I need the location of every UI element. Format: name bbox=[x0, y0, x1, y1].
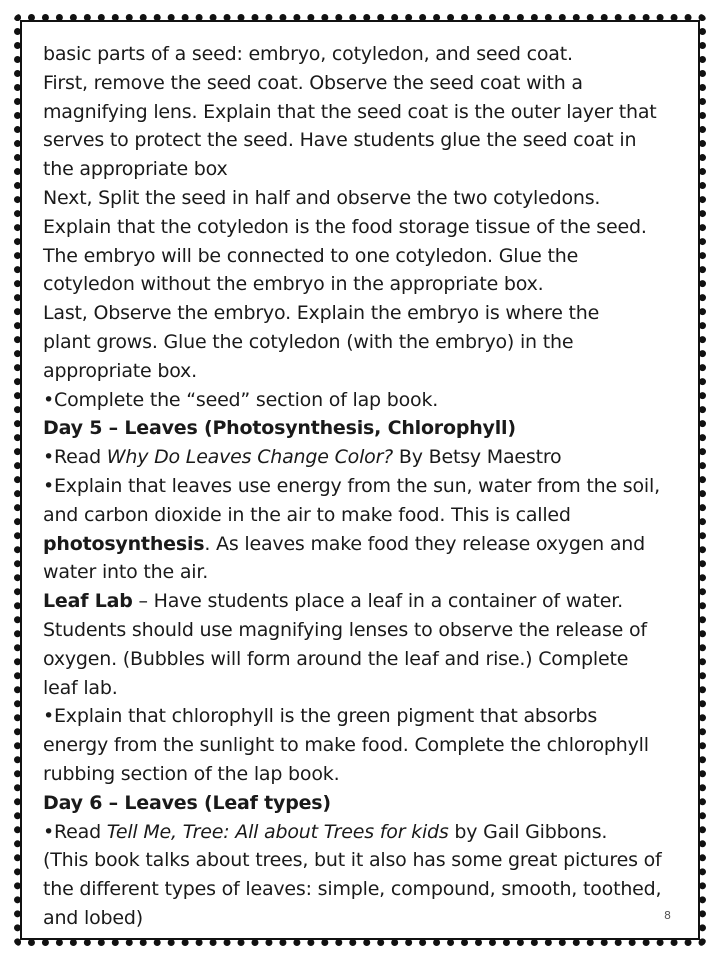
text-segment: appropriate box. bbox=[43, 359, 197, 382]
text-line bbox=[43, 904, 683, 933]
text-line bbox=[43, 328, 683, 357]
text-segment: by Gail Gibbons. bbox=[448, 820, 608, 843]
text-segment: •Read bbox=[43, 446, 107, 469]
text-line bbox=[43, 530, 683, 559]
text-segment: basic parts of a seed: embryo, cotyledon, and seed coat. bbox=[43, 43, 573, 65]
text-line bbox=[43, 126, 683, 155]
book-title: Tell Me, Tree: All about Trees for kids bbox=[106, 820, 449, 843]
text-segment: rubbing section of the lap book. bbox=[43, 762, 340, 785]
text-segment: •Complete the “seed” section of lap book. bbox=[43, 388, 439, 411]
text-segment: magnifying lens. Explain that the seed coat is the outer layer that bbox=[43, 100, 657, 123]
text-line bbox=[43, 789, 683, 818]
text-segment: leaf lab. bbox=[43, 676, 118, 699]
text-line bbox=[43, 184, 683, 213]
text-line bbox=[43, 616, 683, 645]
text-segment: and lobed) bbox=[43, 906, 143, 929]
text-segment: •Explain that leaves use energy from the sun, water from the soil, bbox=[43, 474, 660, 497]
text-line bbox=[43, 558, 683, 587]
text-segment: and carbon dioxide in the air to make food. This is called bbox=[43, 503, 571, 526]
text-segment: the appropriate box bbox=[43, 158, 228, 181]
text-segment: – Have students place a leaf in a container of water. bbox=[132, 590, 623, 613]
text-segment: the different types of leaves: simple, compound, smooth, toothed, bbox=[43, 878, 662, 901]
text-line bbox=[43, 702, 683, 731]
text-segment: oxygen. (Bubbles will form around the leaf and rise.) Complete bbox=[43, 647, 629, 670]
book-title: Why Do Leaves Change Color? bbox=[106, 446, 394, 469]
text-line bbox=[43, 357, 683, 386]
page-number: 8 bbox=[664, 909, 671, 922]
text-segment: . As leaves make food they release oxygen and bbox=[204, 532, 646, 555]
text-line bbox=[43, 299, 683, 328]
text-line bbox=[43, 242, 683, 271]
text-line bbox=[43, 386, 683, 415]
text-line bbox=[43, 98, 683, 127]
text-line bbox=[43, 645, 683, 674]
bold-text: Leaf Lab bbox=[43, 590, 133, 613]
text-segment: (This book talks about trees, but it also has some great pictures of bbox=[43, 849, 662, 872]
text-line bbox=[43, 760, 683, 789]
text-segment: •Read bbox=[43, 820, 107, 843]
text-line bbox=[43, 846, 683, 875]
text-segment: Next, Split the seed in half and observe the two cotyledons. bbox=[43, 186, 601, 209]
text-line bbox=[43, 155, 683, 184]
text-line bbox=[43, 674, 683, 703]
text-line bbox=[43, 443, 683, 472]
text-line bbox=[43, 875, 683, 904]
text-line bbox=[43, 472, 683, 501]
text-line bbox=[43, 501, 683, 530]
text-line bbox=[43, 818, 683, 847]
text-line bbox=[43, 40, 683, 69]
text-segment: serves to protect the seed. Have students glue the seed coat in bbox=[43, 129, 637, 152]
text-segment: Students should use magnifying lenses to observe the release of bbox=[43, 618, 647, 641]
text-line bbox=[43, 414, 683, 443]
text-line bbox=[43, 69, 683, 98]
text-segment: water into the air. bbox=[43, 561, 209, 584]
text-segment: Explain that the cotyledon is the food storage tissue of the seed. bbox=[43, 215, 647, 238]
text-segment: Last, Observe the embryo. Explain the embryo is where the bbox=[43, 302, 600, 325]
bold-text: Day 5 – Leaves (Photosynthesis, Chlorophyll) bbox=[43, 417, 516, 440]
text-segment: First, remove the seed coat. Observe the seed coat with a bbox=[43, 71, 583, 94]
text-segment: cotyledon without the embryo in the appropriate box. bbox=[43, 273, 544, 296]
text-segment: By Betsy Maestro bbox=[393, 446, 562, 469]
text-line bbox=[43, 587, 683, 616]
bold-text: photosynthesis bbox=[43, 532, 205, 555]
lesson-text bbox=[43, 40, 683, 933]
text-line bbox=[43, 270, 683, 299]
text-segment: plant grows. Glue the cotyledon (with the embryo) in the bbox=[43, 330, 574, 353]
text-segment: energy from the sunlight to make food. Complete the chlorophyll bbox=[43, 734, 649, 757]
text-line bbox=[43, 731, 683, 760]
text-line bbox=[43, 213, 683, 242]
bold-text: Day 6 – Leaves (Leaf types) bbox=[43, 791, 331, 814]
text-segment: •Explain that chlorophyll is the green pigment that absorbs bbox=[43, 705, 598, 728]
text-segment: The embryo will be connected to one cotyledon. Glue the bbox=[43, 244, 579, 267]
